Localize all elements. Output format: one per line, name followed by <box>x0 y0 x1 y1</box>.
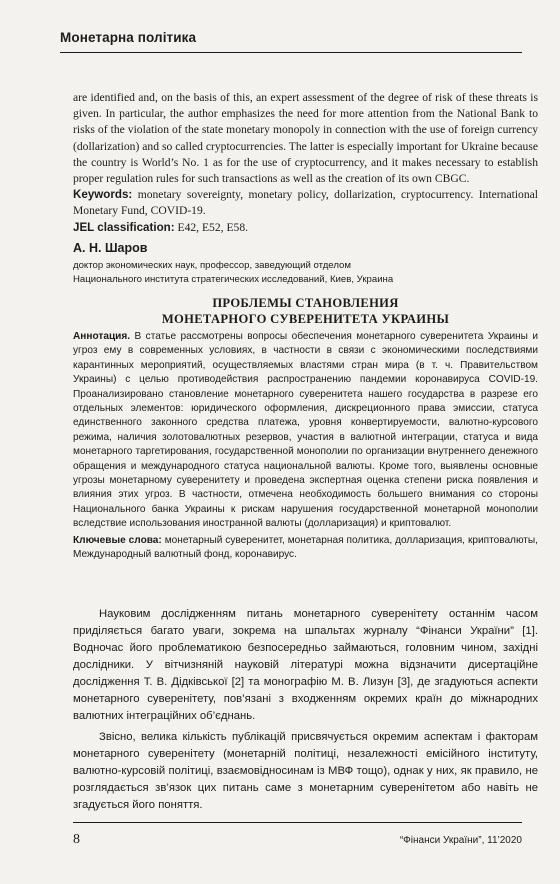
body-paragraph-2: Звісно, велика кількість публікацій присвячується окремим аспектам і факторам монетарного суверенітету (монетарній політиці, незалежності емісійного інституту, валютно-курсовій політиці, взаємовідносинам із МВФ тощо), однак у них, як правило, не розглядається зв’язок цих питань саме з монетарним суверенітетом або навіть не згадується його поняття. <box>73 731 538 811</box>
article-title <box>73 295 538 327</box>
article-title-line1: ПРОБЛЕМЫ СТАНОВЛЕНИЯ <box>212 296 399 310</box>
russian-abstract-paragraph <box>73 330 538 532</box>
russian-abstract-label: Аннотация. <box>73 331 131 342</box>
jel-codes: E42, E52, E58. <box>177 220 249 234</box>
journal-issue: “Фінанси України”, 11’2020 <box>399 835 522 846</box>
english-keywords <box>73 187 538 219</box>
author-affiliation: Национального института стратегических исследований, Киев, Украина <box>73 274 394 285</box>
russian-abstract <box>73 330 538 563</box>
footer-rule <box>73 822 522 823</box>
body-paragraph-1: Науковим дослідженням питань монетарного суверенітету останнім часом приділяється багато уваги, зокрема на шпальтах журналу “Фінанси України” [1]. Водночас його проблематикою безпосередньо займаються, головним чином, західні дослідники. У вітчизняній науковій літературі можна відзначити дисертаційне дослідження Т. В. Дідківської [2] та монографію М. В. Лизун [3], де згадуються аспекти монетарного суверенітету, пов’язані з входженням окремих країн до міжнародних валютних інтеграційних об’єднань. <box>73 608 538 722</box>
article-body <box>73 606 538 814</box>
author-degree: доктор экономических наук, профессор, заведующий отделом <box>73 260 351 271</box>
article-title-line2: МОНЕТАРНОГО СУВЕРЕНИТЕТА УКРАИНЫ <box>161 312 450 326</box>
author-block <box>73 241 538 287</box>
english-keywords-text: monetary sovereignty, monetary policy, dollarization, cryptocurrency. International Monetary Fund, COVID-19. <box>73 188 538 218</box>
english-abstract <box>73 90 538 236</box>
english-keywords-label: Keywords: <box>73 188 133 202</box>
jel-classification <box>73 220 538 236</box>
russian-keywords <box>73 534 538 563</box>
jel-label: JEL classification: <box>73 220 175 234</box>
russian-keywords-label: Ключевые слова: <box>73 534 162 546</box>
author-name: А. Н. Шаров <box>73 241 148 255</box>
running-header: Монетарна політика <box>60 30 197 45</box>
header-rule <box>60 52 522 53</box>
english-abstract-text: are identified and, on the basis of this, an expert assessment of the degree of risk of these threats is given. In particular, the author emphasizes the need for more attention from the National Bank to risks of the violation of the state monetary monopoly in connection with the use of foreign currency (dollarization) and so called cryptocurrencies. The latter is especially important for Ukraine because the country is World’s No. 1 as for the use of cryptocurrency, and it makes necessary to establish proper regulation rules for such transactions as well as the creation of its own CBGC. <box>73 91 538 186</box>
russian-keywords-text: монетарный суверенитет, монетарная политика, долларизация, криптовалюты, Международный валютный фонд, коронавирус. <box>73 534 538 561</box>
page-number: 8 <box>73 832 80 847</box>
russian-abstract-text: В статье рассмотрены вопросы обеспечения монетарного суверенитета Украины и угроз ему в современных условиях, в частности в связи с экономическими последствиями карантинных мероприятий, осуществляемых властями стран мира (в т. ч. Правительством Украины) с целью противодействия распространению пандемии коронавируса COVID-19. Проанализировано становление монетарного суверенитета нашего государства в разрезе его отдельных элементов: юридического оформления, дискреционного права эмиссии, статуса единственного законного средства платежа, уровня конвертируемости, валютно-курсового режима, наличия золотовалютных резервов, участия в валютной интеграции, статуса и вида монетарного таргетирования, государственной монополии по организации внутреннего денежного обращения и международного статуса национальной валюты. Кроме того, выявлены основные угрозы монетарному суверенитету и проведена экспертная оценка степени риска появления и влияния этих угроз. В частности, отмечена необходимость большего внимания со стороны Национального банка Украины к рискам нарушения государственной монетарной монополии вследствие использования иностранной валюты (долларизация) и криптовалют. <box>73 331 538 530</box>
